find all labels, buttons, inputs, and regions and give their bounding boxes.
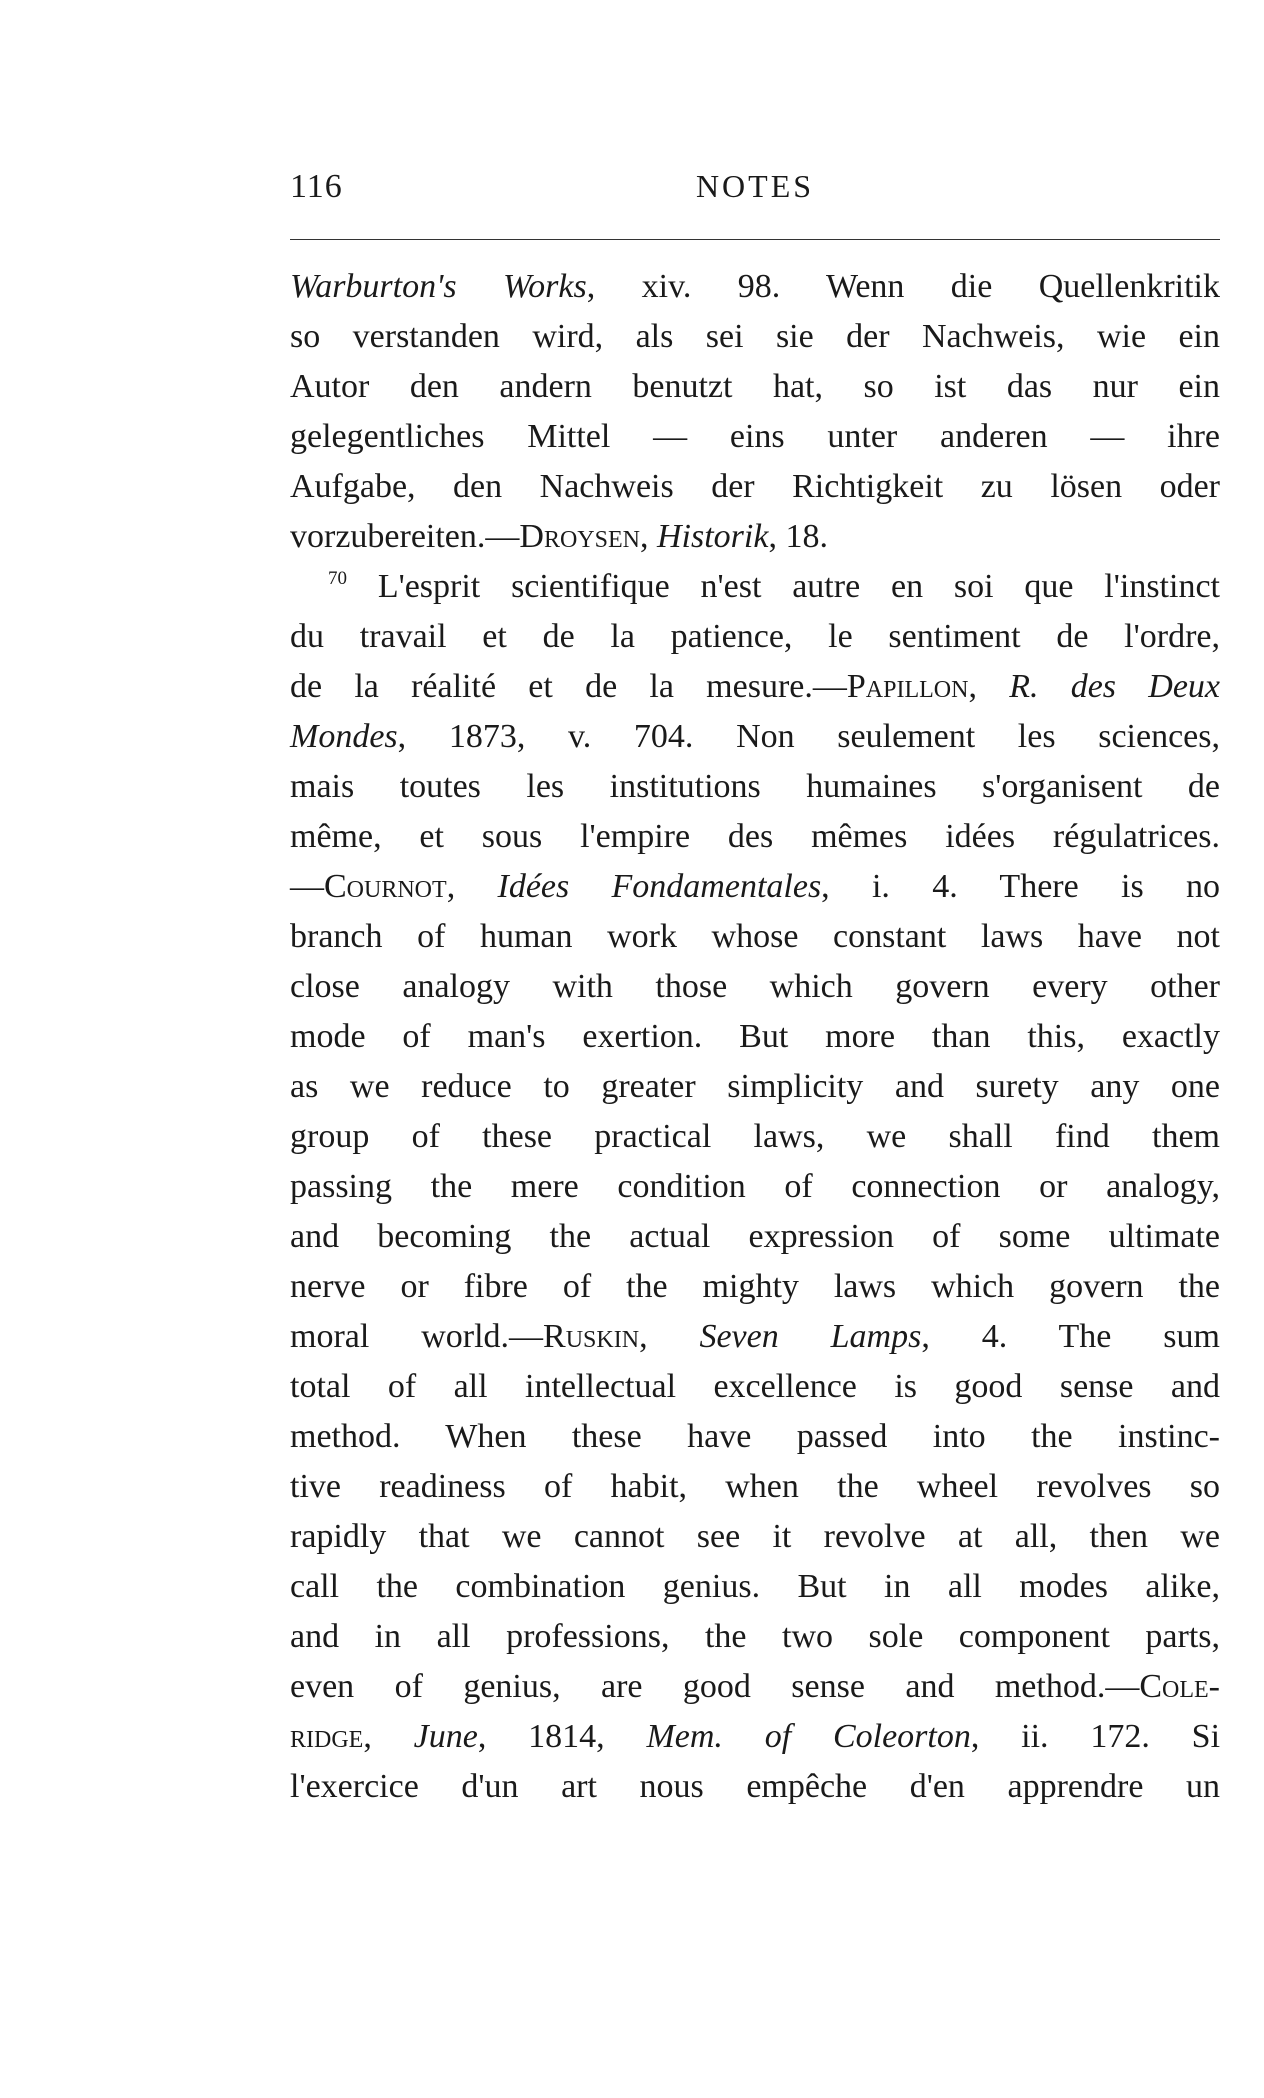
author-name: Papillon <box>846 668 969 705</box>
text-line: tive readiness of habit, when the wheel revolves so <box>290 1468 1220 1505</box>
italic-title: June <box>413 1718 478 1755</box>
text-line: method. When these have passed into the instinc- <box>290 1418 1220 1455</box>
text-line: Aufgabe, den Nachweis der Richtigkeit zu lösen oder <box>290 468 1220 505</box>
text-line: even of genius, are good sense and method.—Cole- <box>290 1668 1220 1705</box>
text-line: rapidly that we cannot see it revolve at all, then we <box>290 1518 1220 1555</box>
text-line: du travail et de la patience, le sentiment de l'ordre, <box>290 618 1220 655</box>
header-rule <box>290 239 1220 240</box>
text-line: $^{70}$ L'esprit scientifique n'est autre en soi que l'instinct <box>328 568 1220 605</box>
text-line: l'exercice d'un art nous empêche d'en apprendre un <box>290 1768 1220 1805</box>
italic-title: Mondes <box>290 718 398 755</box>
text-line: group of these practical laws, we shall find them <box>290 1118 1220 1155</box>
text-line: Mondes, 1873, v. 704. Non seulement les sciences, <box>290 718 1220 755</box>
text-line: and in all professions, the two sole component parts, <box>290 1618 1220 1655</box>
text-line: ridge, June, 1814, Mem. of Coleorton, ii. 172. Si <box>290 1718 1221 1755</box>
text-line: as we reduce to greater simplicity and surety any one <box>290 1068 1220 1105</box>
author-name: ridge <box>290 1718 364 1755</box>
italic-title: R. des Deux <box>1009 668 1220 705</box>
italic-title: Idées Fondamentales <box>497 868 822 905</box>
text-line: so verstanden wird, als sei sie der Nachweis, wie ein <box>290 318 1220 355</box>
text-line: nerve or fibre of the mighty laws which govern the <box>290 1268 1220 1305</box>
author-name: Ruskin <box>543 1318 640 1355</box>
running-head <box>290 168 1220 218</box>
author-name: Cournot <box>324 868 447 905</box>
text-line: gelegentliches Mittel — eins unter anderen — ihre <box>290 418 1220 455</box>
text-line: and becoming the actual expression of some ultimate <box>290 1218 1220 1255</box>
text-line: mais toutes les institutions humaines s'organisent de <box>290 768 1220 805</box>
text-line: passing the mere condition of connection or analogy, <box>290 1168 1220 1205</box>
italic-title: Seven Lamps <box>699 1318 922 1355</box>
text-line: moral world.—Ruskin, Seven Lamps, 4. The sum <box>290 1318 1220 1355</box>
text-line: mode of man's exertion. But more than this, exactly <box>290 1018 1220 1055</box>
text-line: total of all intellectual excellence is good sense and <box>290 1368 1220 1405</box>
text-line: de la réalité et de la mesure.—Papillon, R. des Deux <box>290 668 1220 705</box>
italic-title: Warburton's Works <box>290 268 587 305</box>
notes-body <box>290 262 1220 1812</box>
text-line: même, et sous l'empire des mêmes idées régulatrices. <box>290 818 1220 855</box>
footnote-marker: 70 <box>328 568 347 589</box>
text-line: call the combination genius. But in all modes alike, <box>290 1568 1220 1605</box>
text-line: —Cournot, Idées Fondamentales, i. 4. There is no <box>290 868 1220 905</box>
text-line: branch of human work whose constant laws have not <box>290 918 1220 955</box>
text-line: Warburton's Works, xiv. 98. Wenn die Quellenkritik <box>290 268 1220 305</box>
author-name: Droysen <box>519 518 640 555</box>
text-line: vorzubereiten.—Droysen, Historik, 18. <box>290 518 828 555</box>
italic-title: Historik <box>656 518 769 555</box>
italic-title: Mem. of Coleorton <box>646 1718 971 1755</box>
text-line: close analogy with those which govern every other <box>290 968 1220 1005</box>
page-number: 116 <box>290 168 343 205</box>
running-title: NOTES <box>695 168 815 204</box>
author-name: Cole- <box>1139 1668 1220 1705</box>
text-line: Autor den andern benutzt hat, so ist das nur ein <box>290 368 1220 405</box>
